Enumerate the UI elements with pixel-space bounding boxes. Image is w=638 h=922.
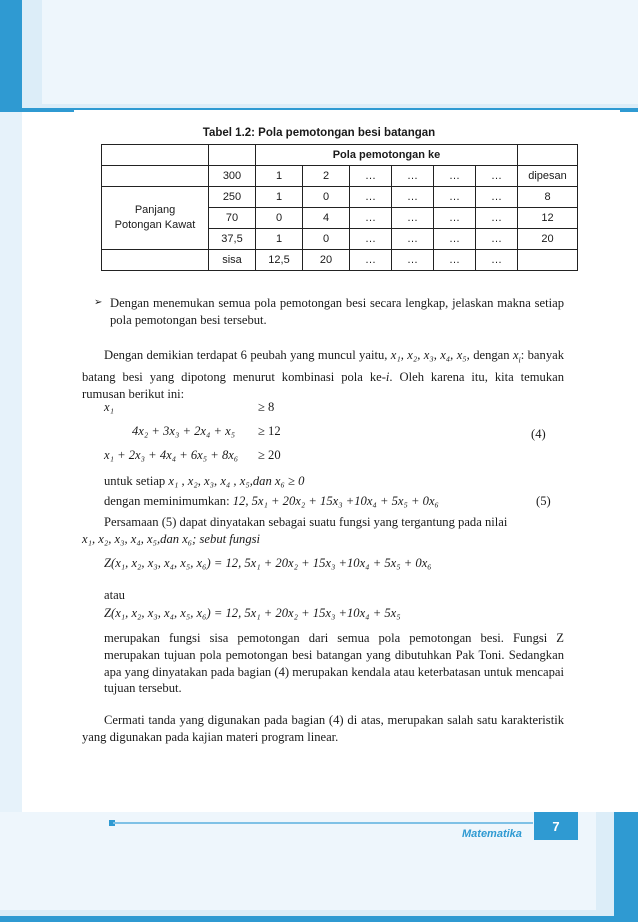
constraint-3-lhs: x₁ + 2x₃ + 4x₄ + 6x₅ + 8x₆ (104, 448, 239, 462)
minimize-label: dengan meminimumkan: (104, 494, 230, 508)
atau-label: atau (104, 588, 125, 602)
table-cell: 8 (518, 187, 578, 208)
table-cell: 2 (303, 166, 350, 187)
para2-text-b: x₁, x₂, x₃, x₄, x₅,dan x₆; sebut fungsi (82, 531, 261, 546)
table-row (102, 145, 578, 166)
table-cell: … (476, 229, 518, 250)
table-cell: dipesan (518, 166, 578, 187)
para1-text-b: dengan (473, 348, 510, 362)
table-cell: 1 (256, 187, 303, 208)
var-i: i (385, 370, 390, 385)
table-cell: 37,5 (209, 229, 256, 250)
table-cell: 1 (256, 229, 303, 250)
page-number: 7 (534, 812, 578, 840)
table-cell: … (476, 208, 518, 229)
cutting-pattern-table (101, 144, 578, 271)
table-cell: … (476, 187, 518, 208)
para1-variables: x₁, x₂, x₃, x₄, x₅, (390, 348, 470, 362)
side-strip (0, 112, 22, 812)
header-band-light (42, 0, 638, 104)
para2-text-a: Persamaan (5) dapat dinyatakan sebagai suatu fungsi yang tergantung pada nilai (104, 515, 508, 529)
arrow-bullet-icon: ➢ (94, 297, 103, 308)
table-cell: 70 (209, 208, 256, 229)
table-cell (102, 250, 209, 271)
table-cell: 0 (256, 208, 303, 229)
table-cell: … (476, 166, 518, 187)
table-cell (102, 166, 209, 187)
table-cell: … (434, 229, 476, 250)
table-cell: 12 (518, 208, 578, 229)
table-cell: 0 (303, 187, 350, 208)
table-cell (209, 145, 256, 166)
paragraph-explanation (82, 630, 564, 697)
bullet-item (94, 295, 564, 329)
paragraph-variables (82, 347, 564, 403)
table-cell: … (350, 208, 392, 229)
subject-label: Matematika (462, 828, 522, 840)
footer-rule (113, 822, 533, 824)
nonnegativity-math: x₁ , x₂, x₃, x₄ , x₅,dan x₆ ≥ 0 (168, 474, 305, 488)
table-cell: 20 (518, 229, 578, 250)
side-label-line-1: Panjang (134, 204, 176, 216)
table-cell: … (350, 250, 392, 271)
table-cell: … (350, 229, 392, 250)
untuk-label: untuk setiap (104, 474, 166, 488)
function-z-reduced: Z(x₁, x₂, x₃, x₄, x₅, x₆) = 12, 5x₁ + 20x₂ + 15x₃ +10x₄ + 5x₅ (104, 606, 401, 620)
side-label-line-2: Potongan Kawat (114, 219, 196, 231)
paragraph-function (82, 514, 564, 548)
table-cell: … (392, 250, 434, 271)
equation-number-4: (4) (531, 427, 546, 441)
constraint-1-rhs: ≥ 8 (258, 400, 275, 414)
table-cell (518, 250, 578, 271)
table-cell (102, 145, 209, 166)
table-row (102, 166, 578, 187)
row-group-label (102, 187, 209, 250)
table-row (102, 187, 578, 208)
constraint-2-rhs: ≥ 12 (258, 424, 281, 438)
objective-line (104, 494, 439, 509)
table-cell: … (350, 166, 392, 187)
constraint-1-lhs: x₁ (104, 400, 114, 414)
constraint-3-rhs: ≥ 20 (258, 448, 281, 462)
table-cell: 300 (209, 166, 256, 187)
equation-number-5: (5) (536, 494, 551, 508)
table-cell: sisa (209, 250, 256, 271)
table-cell: 12,5 (256, 250, 303, 271)
bullet-text: Dengan menemukan semua pola pemotongan besi secara lengkap, jelaskan makna setiap pola pemotongan besi tersebut. (110, 296, 564, 327)
table-cell: … (434, 166, 476, 187)
para1-text-a: Dengan demikian terdapat 6 peubah yang muncul yaitu, (104, 348, 388, 362)
table-caption: Tabel 1.2: Pola pemotongan besi batangan (202, 127, 436, 139)
table-cell: 250 (209, 187, 256, 208)
function-z-full: Z(x₁, x₂, x₃, x₄, x₅, x₆) = 12, 5x₁ + 20x₂ + 15x₃ +10x₄ + 5x₅ + 0x₆ (104, 556, 432, 570)
table-cell: … (434, 208, 476, 229)
para1-text-c: : banyak batang besi yang dipotong menurut kombinasi pola ke- (82, 348, 564, 385)
para1-text-d: . Oleh karena itu, kita temukan rumusan berikut ini: (82, 370, 565, 402)
table-cell: … (476, 250, 518, 271)
table-cell: … (392, 208, 434, 229)
table-cell: … (392, 229, 434, 250)
table-cell: … (392, 187, 434, 208)
table-cell: 1 (256, 166, 303, 187)
table-cell: 20 (303, 250, 350, 271)
table-cell: 0 (303, 229, 350, 250)
table-header: Pola pemotongan ke (256, 145, 518, 166)
nonnegativity-line (104, 474, 304, 489)
var-xi: $x_i$ (512, 348, 521, 365)
table-cell: … (350, 187, 392, 208)
table-row (102, 250, 578, 271)
objective-math: 12, 5x₁ + 20x₂ + 15x₃ +10x₄ + 5x₅ + 0x₆ (232, 494, 439, 508)
table-cell (518, 145, 578, 166)
table-cell: … (392, 166, 434, 187)
table-cell: … (434, 250, 476, 271)
paragraph-closing: Cermati tanda yang digunakan pada bagian (4) di atas, merupakan salah satu karakteristik yang digunakan pada kajian materi program linear. (82, 713, 564, 744)
footer-band-light (0, 812, 596, 910)
para3-text: merupakan fungsi sisa pemotongan dari semua pola pemotongan besi. Fungsi Z merupakan tujuan pola pemotongan besi batangan yang dibutuhkan Pak Toni. Sedangkan apa yang dinyatakan pada bagian (4) merupakan kendala atau keterbatasan untuk mencapai tujuan tersebut. (104, 631, 564, 696)
table-cell: 4 (303, 208, 350, 229)
constraint-2-lhs: 4x₂ + 3x₃ + 2x₄ + x₅ (132, 424, 236, 438)
table-cell: … (434, 187, 476, 208)
